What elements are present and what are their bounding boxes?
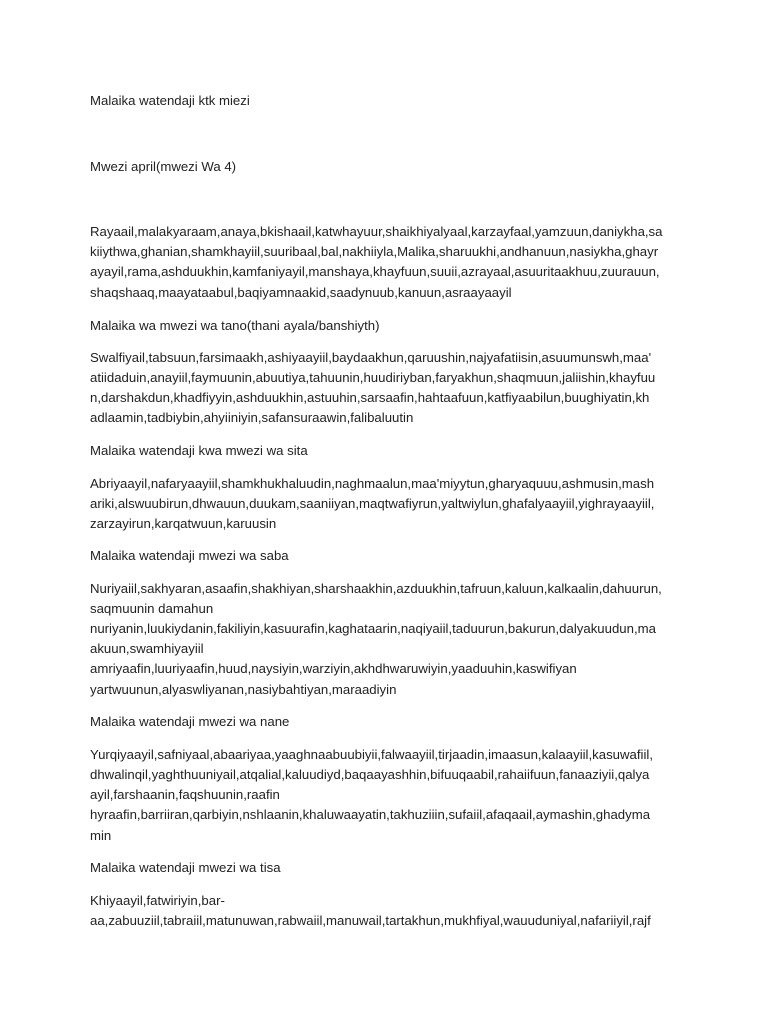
month-6-line-3: zarzayirun,karqatwuun,karuusin [90,516,277,531]
month-8-heading: Malaika watendaji mwezi wa nane [90,714,290,729]
month-6-line-2: ariki,alswuubirun,dhwauun,duukam,saaniiyan,maqtwafiyrun,yaltwiylun,ghafalyaayiil,yighrayaayiil, [90,496,655,511]
month-6-line-1: Abriyaayil,nafaryaayiil,shamkhukhaluudin,naghmaalun,maa'miyytun,gharyaquuu,ashmusin,mash [90,476,655,491]
month-6-heading: Malaika watendaji kwa mwezi wa sita [90,443,308,458]
document-page [90,0,682,1024]
month-5-line-4: adlaamin,tadbiybin,ahyiiniyin,safansuraawin,falibaluutin [90,410,414,425]
document-title: Malaika watendaji ktk miezi [90,93,250,108]
month-7-line-3: nuriyanin,luukiydanin,fakiliyin,kasuurafin,kaghataarin,naqiyaiil,taduurun,bakurun,dalyakuudun,ma [90,621,656,636]
month-5-line-3: n,darshakdun,khadfiyyin,ashduukhin,astuuhin,sarsaafin,hahtaafuun,katfiyaabilun,buughiyatin,kh [90,390,650,405]
month-4-line-4: shaqshaaq,maayataabul,baqiyamnaakid,saadynuub,kanuun,asraayaayil [90,285,512,300]
month-9-line-1: Khiyaayil,fatwiriyin,bar- [90,893,225,908]
month-7-line-6: yartwuunun,alyaswliyanan,nasiybahtiyan,maraadiyin [90,682,397,697]
month-8-line-3: ayil,farshaanin,faqshuunin,raafin [90,787,280,802]
month-9-heading: Malaika watendaji mwezi wa tisa [90,860,281,875]
month-7-line-1: Nuriyaiil,sakhyaran,asaafin,shakhiyan,sharshaakhin,azduukhin,tafruun,kaluun,kalkaalin,dahuurun, [90,581,662,596]
month-8-line-1: Yurqiyaayil,safniyaal,abaariyaa,yaaghnaabuubiyii,falwaayiil,tirjaadin,imaasun,kalaayiil,kasuwafiil, [90,747,653,762]
month-5-heading: Malaika wa mwezi wa tano(thani ayala/banshiyth) [90,318,380,333]
month-8-line-5: min [90,828,112,843]
month-8-line-2: dhwalinqil,yaghthuuniyail,atqalial,kaluudiyd,baqaayashhin,bifuuqaabil,rahaiifuun,fanaaziyii,qalya [90,767,650,782]
month-4-line-3: ayayil,rama,ashduukhin,kamfaniyayil,manshaya,khayfuun,suuii,azrayaal,asuuritaakhuu,zuurauun, [90,264,660,279]
month-5-line-1: Swalfiyail,tabsuun,farsimaakh,ashiyaayiil,baydaakhun,qaruushin,najyafatiisin,asuumunswh,maa' [90,350,652,365]
month-5-line-2: atiidaduin,anayiil,faymuunin,abuutiya,tahuunin,huudiriyban,faryakhun,shaqmuun,jaliishin,khayfuu [90,370,656,385]
month-7-line-5: amriyaafin,luuriyaafin,huud,naysiyin,warziyin,akhdhwaruwiyin,yaaduuhin,kaswifiyan [90,661,577,676]
month-7-line-2: saqmuunin damahun [90,601,214,616]
month-9-line-2: aa,zabuuziil,tabraiil,matunuwan,rabwaiil,manuwail,tartakhun,mukhfiyal,wauuduniyal,nafariiyil,rajf [90,913,651,928]
month-4-line-2: kiiythwa,ghanian,shamkhayiil,suuribaal,bal,nakhiiyla,Malika,sharuukhi,andhanuun,nasiykha,ghayr [90,244,659,259]
month-8-line-4: hyraafin,barriiran,qarbiyin,nshlaanin,khaluwaayatin,takhuziiin,sufaiil,afaqaail,aymashin,ghadyma [90,807,651,822]
month-7-line-4: akuun,swamhiyayiil [90,641,204,656]
month-4-heading: Mwezi april(mwezi Wa 4) [90,159,237,174]
month-4-line-1: Rayaail,malakyaraam,anaya,bkishaail,katwhayuur,shaikhiyalyaal,karzayfaal,yamzuun,daniykha,sa [90,224,663,239]
month-7-heading: Malaika watendaji mwezi wa saba [90,548,289,563]
